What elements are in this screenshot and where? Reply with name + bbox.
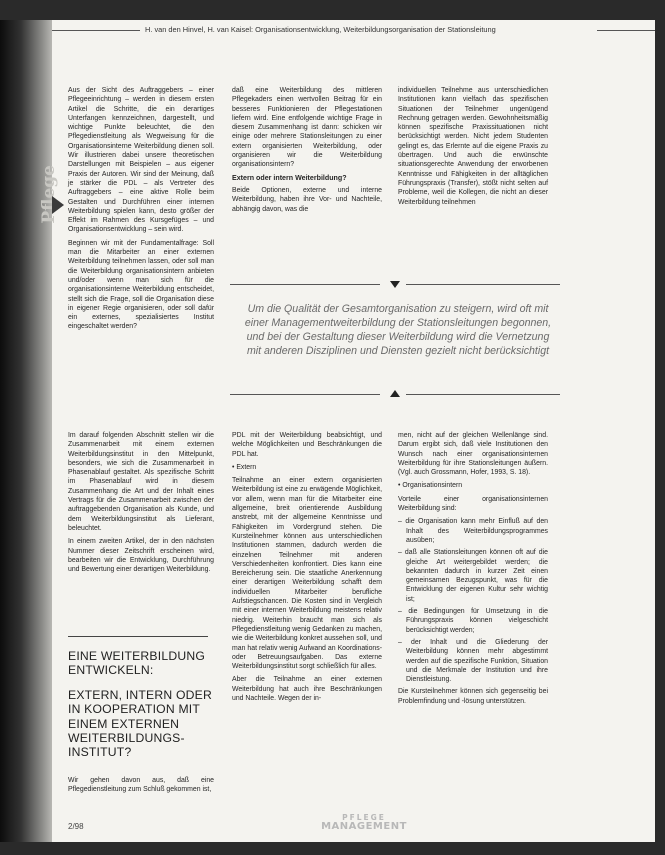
quote-rule-top-left [230, 284, 380, 285]
page-tab-marker [52, 196, 64, 214]
magazine-logo [309, 813, 419, 831]
quote-rule-bottom-left [230, 394, 380, 395]
section-title-line-2: EXTERN, INTERN ODER IN KOOPERATION MIT EINEM EXTERNEN WEITERBILDUNGS-INSTITUT? [68, 687, 212, 760]
spine-label: Pflege [39, 165, 59, 224]
pull-quote [230, 280, 560, 400]
section-title-line-1: EINE WEITERBILDUNG ENTWICKELN: [68, 649, 206, 678]
paragraph: PDL mit der Weiterbildung beabsichtigt, und welche Möglichkeiten und Beschränkungen die PDL hat. [232, 432, 382, 458]
bullet-heading: • Organisationsintern [398, 482, 463, 490]
column-3-top [398, 86, 548, 211]
header-text: H. van den Hinvel, H. van Kaisel: Organisationsentwicklung, Weiterbildungsorganisation der Stationsleitung [145, 25, 496, 34]
bullet-heading: • Extern [232, 463, 257, 471]
page-number: 2/98 [68, 822, 84, 831]
quote-marker-bottom [390, 390, 400, 397]
paragraph: Die Kursteilnehmer können sich gegenseitig bei Problemfindung und -lösung unterstützen. [398, 688, 548, 705]
paragraph: Wir gehen davon aus, daß eine Pflegedienstleitung zum Schluß gekommen ist, [68, 777, 214, 794]
header-rule-right [597, 30, 655, 31]
running-header [52, 24, 655, 36]
paragraph: Aber die Teilnahme an einer externen Weiterbildung hat auch ihre Beschränkungen und Nachteile. Wegen der in- [232, 676, 382, 703]
paragraph: Beginnen wir mit der Fundamentalfrage: Soll man die Mitarbeiter an einer externen Weiterbildung teilnehmen lassen, oder soll man die Weiterbildung organisationsintern anbieten und/oder wenn man sich für die organisationsinterne Weiterbildung entscheidet, stellt sich die Frage, soll die Organisation diese in eigener Regie organisieren, oder soll dafür ein externes, spezialisiertes Institut eingeschaltet werden? [68, 239, 214, 331]
header-rule-left [52, 30, 140, 31]
list-item: – die Organisation kann mehr Einfluß auf den Inhalt des Weiterbildungsprogrammes ausüben; [398, 518, 548, 544]
section-title-rule [68, 636, 208, 637]
column-1-top [68, 86, 214, 336]
quote-text: Um die Qualität der Gesamtorganisation zu steigern, wird oft mit einer Managementweiterbildung der Stationsleitungen begonnen, und bei der Gestaltung dieser Weiterbildung wird die Vernetzung mit anderen Disziplinen und Diensten gezielt nicht berücksichtigt [244, 303, 552, 357]
paragraph: Im darauf folgenden Abschnitt stellen wir die Zusammenarbeit mit einem externen Weiterbildungsinstitut in den Mittelpunkt, besonders, wie sich die Zusammenarbeit in Phasenablauf gestaltet. Als spezifische Schritt im Phasenablauf wird in diesem Zusammenhang die Art und der Inhalt eines Vertrags für die Zusammenarbeit zwischen der auftraggebenden Organisation als Kunde, und dem Weiterbildungsinstitut als Lieferant, beleuchtet. [68, 432, 214, 532]
column-1-middle [68, 431, 214, 578]
column-2-top [232, 86, 382, 218]
paragraph: daß eine Weiterbildung des mittleren Pflegekaders einen wertvollen Beitrag für ein besseres Funktionieren der Pflegestationen liefern wird. Eine entfolgende wichtige Frage in diesem Zusammenhang ist dann: schicken wir einige oder mehrere Stationsleitungen zu einer extern organisierten Weiterbildung, oder organisieren wir die Weiterbildung organisationsintern? [232, 87, 382, 169]
section-title [68, 636, 228, 760]
paragraph: Aus der Sicht des Auftraggebers – einer Pflegeeinrichtung – werden in diesem ersten Artikel die Schritte, die ein derartiges Unterfangen kennzeichnen, dargestellt, und wichtige Punkte beleuchtet, die den Pflegedienstleitung als Wegweisung für die Organisationsinterne Weiterbildung dienen soll. Wir illustrieren dabei unsere theoretischen Darstellungen mit Beispielen – aus eigener Praxis der Autoren. Wir sind der Meinung, daß je stärker die PDL – als Vertreter des Auftraggebers – eine aktive Rolle beim Gestalten und Durchführen einer internen Weiterbildung spielen kann, desto größer der Effekt im Rahmen des Kursgefüges – und Organisationsentwicklung – sein wird. [68, 87, 214, 234]
quote-marker-top [390, 281, 400, 288]
logo-line-1: PFLEGE [342, 813, 386, 822]
quote-rule-top-right [406, 284, 560, 285]
paragraph: men, nicht auf der gleichen Wellenlänge sind. Darum ergibt sich, daß viele Institutionen den Wunsch nach einer organisationsinternen Weiterbildung für ihre Stationsleitungen äußern. (Vgl. auch Grossmann, Hofer, 1993, S. 18). [398, 432, 548, 477]
column-3-bottom [398, 431, 548, 710]
list-item: – der Inhalt und die Gliederung der Weiterbildung können mehr abgestimmt werden auf die spezifische Funktion, Situation und die Merkmale der Institution und ihre Dienstleistung. [398, 638, 548, 684]
paragraph: In einem zweiten Artikel, der in den nächsten Nummer dieser Zeitschrift erscheinen wird, bearbeiten wir die Entwicklung, Durchführung und Bewertung einer derartigen Weiterbildung. [68, 538, 214, 574]
logo-line-2: MANAGEMENT [321, 821, 407, 832]
column-2-bottom [232, 431, 382, 707]
paragraph: individuellen Teilnehme aus unterschiedlichen Institutionen kann vielfach das spezifischen Situationen der Teilnehmer ungenügend Rechnung getragen werden. Gewohnheitsmäßig können spezifische Praxissituationen nicht berücksichtigt werden. Nicht jedem Studenten gelingt es, das Erlernte auf die eigene Praxis zu übertragen. Und auch die erwünschte situationsgerechte Anwendung der erworbenen Kenntnisse und Fähigkeiten in der alltäglichen Führungspraxis (Transfer), stößt nicht selten auf Probleme, weil die Kollegen, die nicht an dieser Weiterbildung teilnehmen [398, 87, 548, 206]
quote-rule-bottom-right [406, 394, 560, 395]
list-item: – daß alle Stationsleitungen können oft auf die gleiche Art weitergebildet werden; die bekannten dadurch in kurzer Zeit einen gemeinsamen Bezugspunkt, was für die Entwicklung der eigenen Kultur sehr wichtig ist; [398, 549, 548, 603]
book-spine [0, 20, 60, 842]
paragraph: Vorteile einer organisationsinternen Weiterbildung sind: [398, 495, 548, 513]
list-item: – die Bedingungen für Umsetzung in die Führungspraxis können vielgeschicht berücksichtigt werden; [398, 608, 548, 634]
subheading: Extern oder intern Weiterbildung? [232, 173, 347, 182]
paragraph: Beide Optionen, externe und interne Weiterbildung, haben ihre Vor- und Nachteile, abhängig davon, was die [232, 186, 382, 213]
paragraph: Teilnahme an einer extern organisierten Weiterbildung ist eine zu erwägende Möglichkeit, vor allem, wenn man für die Mitarbeiter eine allgemeine, breit orientierende Ausbildung anstrebt, mit der allgemeine Kenntnisse und Fähigkeiten im Vordergrund stehen. Die Kursteilnehmer können aus unterschiedlichen Institutionen stammen, dadurch werden die einzelnen Teilnehmer mit anderen Verschiedenheiten konfrontiert. Dies kann eine Bereicherung sein. Die staatliche Anerkennung einer derartigen Weiterbildung schafft dem individuellen Mitarbeiter berufliche Aufstiegschancen. Die Kosten sind in Vergleich mit einer internen Weiterbildung meistens relativ niedrig. Weiterhin braucht man sich als Pflegedienstleitung wenig Gedanken zu machen, wie die Weiterbildung konkret aussehen soll, und man hat relativ wenig Aufwand an Koordinations- oder Betreuungsaufgaben. Das externe Weiterbildungsinstitut sorgt schließlich für alles. [232, 477, 382, 671]
column-1-bottom [68, 776, 214, 799]
